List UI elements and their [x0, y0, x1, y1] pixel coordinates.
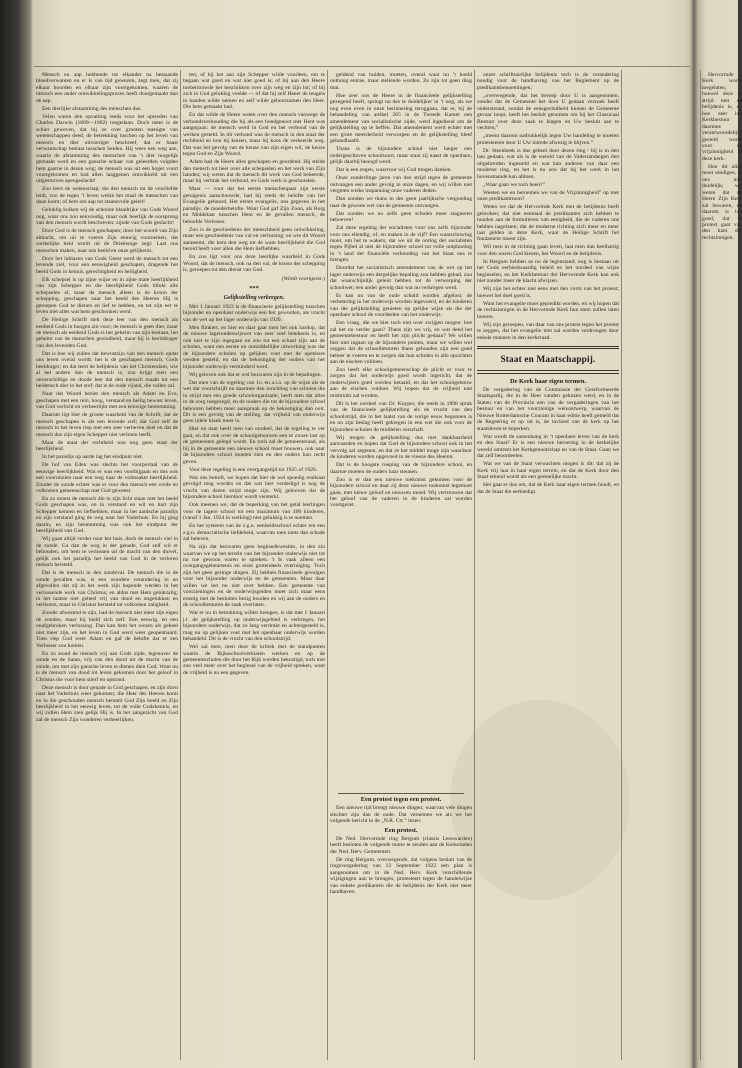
article-divider: [338, 793, 464, 794]
column-rule: [327, 70, 328, 1060]
paragraph: In Bergum hebben ze nu de tegenstand; nog is bestaan uit het Gods eerbiedwaardig beleid en het oordeel van wijze beginselen, en het Kerkbestuur der Hervormde Kerk kan ook niet zonder meer de klacht afwijzen.: [477, 258, 619, 285]
paragraph: Weeten we en beroemen we van de Vrijzinnigheid” op met onze predikanttroon?: [477, 189, 619, 203]
paragraph: Elk schepsel is op zijne wijze en in zijne mate heerlijkheid van zijn Schepper en die heerlijkheid Gods blinkt alle schepselen af, maar de mensch alleen is de kroon der schepping, geschapen naar het beeld des Heeren Hij is geroepen God te dienen en lief te hebben, en tot zijn eer te leven met alles wat hem geschonken werd.: [36, 276, 178, 316]
paragraph: Een nieuwe tijd brengt nieuwe dingen; waarvan vele dingen slechter zijn dan de oude. Dat vernemen we als we het volgende bericht in de „N.R. Crt.” lezen:: [330, 805, 472, 825]
paragraph: Een vraag, die we hier toch niet over zwijgen mogen: hoe zal het nu verder gaan? Thans zijn we vrij, en wat deed het gemeentebestuur en heeft het zijn plicht gedaan? We willen hier niet ingaan op de bijzondere punten, maar we willen wel zeggen dat de schoolbesturen thans gehouden zijn een goed beheer te voeren en te zorgen dat hun scholen in alle opzichten aan de eischen voldoen.: [330, 320, 472, 365]
column-3-lower: [330, 790, 472, 1062]
article-subheading: Een protest.: [384, 826, 418, 834]
article-heading: De Kerk haar eigen termen.: [509, 377, 587, 385]
column-rule: [180, 70, 181, 1060]
paragraph: Doordat het socialistisch amendement van de wet op het lager onderwijs een dergelijke bepaling zou hebben gehad, zou dat waarschijnlijk geleid hebben tot de verwerping der schoolwet; een ander gevolg dan wat nu verkregen werd.: [330, 265, 472, 291]
paragraph: Hier en daar heeft men van oordeel, dat de regeling te ver gaat, en dat ook over de schoolgebouwen een te zware last op de gemeenten gelegd wordt. En toch zal de gemeenteraad, als hij in de gemeente een nieuwe school moet bouwen, ook naar de bijzondere school moeten zien en den ouders hun recht geven.: [183, 426, 325, 465]
paragraph: Men flinkert, en hier en daar gaat men het ook hardop, dat de nieuwe lagerondeswijswet van zeer veel betekenis is, en ook niet te zijn ingegaan en zou tot een schaal zijn aan de scholen, want een eerste en onmiddellijke uitwerking was dat de bijzondere scholen op gelijken voet met de openbare werden gesteld, en dat de bekostiging der ouders van het bijzonder onderwijs verminderd werd.: [183, 324, 325, 370]
column-1: [36, 72, 178, 1062]
paragraph: De Heilige Schrift stelt deze leer van den mensch als eenheid Gods in hoogen zin voor; de mensch is geen dier, maar de mensch als eenheid Gods is het geheim van zijn bestaan, het geheim van de menschen gezindheid, maar hij is beelddrager van den levenden God.: [36, 317, 178, 349]
paragraph: De vergadering van de Commissie der Gereformeerde Staatspartij, die in de Heer vanden gekozen werd, en in de Staten van de Provincie een van de vergaderingen van het bestuur en van het voorzienige wetsontwerp, waarvan de Nieuwe Rotterdamsche Courant in haar editie heeft gemeld dat de Regeering er op uit is, de invloed van de kerk op het staatsleven te beperken.: [477, 387, 619, 432]
paragraph: Deze mensch is door genade in God geschapen, en zijn dorst naar het Vaderhuis weer gekomen; die Heer des Heeren komt en in die geschonden mensch herstelt God Zijn beeld en Zijn heerlijkheid in het eeuwig leven, tot de volle Godskennis, en wij zullen Hem zien gelijk Hij is. In het aangezicht van God zal de mensch Zijn wonderen verheerlijken.: [36, 684, 178, 723]
paragraph: Dit is het oordeel van Dr. Kuyper, die reeds in 1898 sprak van de financieele gelijkstelling als de vrucht van den schoolstrijd, die in het laatst van de vorige eeuw begonnen is en nu zijn beslag heeft gekregen in een wet die ook voor de bijzondere scholen de middelen verschaft.: [330, 400, 472, 433]
paragraph: Ook meenen we, dat de beperking van het getal leerlingen voor de lagere school tot een maximum van 400 kinderen, (vanaf 1 Jan. 1924 in werking) niet gelukkig is te noemen.: [183, 502, 325, 522]
paragraph: De Ned. Hervormde ring Bergum (classis Leeuwarden) heeft besloten de volgende motie te zenden aan de Kerkeraden der Ned. Herv. Gemeenten:: [330, 835, 472, 855]
paragraph: Wij mogen de gelijkstelling dus met dankbaarheid aanvaarden en hopen dat God de bijzondere school ook in het vervolg zal zegenen, en dat ze het middel moge zijn waardoor de kinderen worden opgevoed in de vreeze des Heeren.: [330, 434, 472, 461]
paragraph: Wij zijn geroepen, van daar van ons protest tegen het protest te zeggen, dat het evangelie niet zal worden verdrongen door enkele mannen in den kerkeraad.: [477, 321, 619, 341]
paragraph: Hervormde Kerk wordt toegelaten, hoewel deze in strijd met de belijdenis is, en hoe zeer het Kerkbestuur daarmee verantwoordelijk gesteld wordt voor de vrijzinnigheid in deze kerk.: [702, 72, 742, 162]
gutter-rule: [700, 70, 701, 1060]
paragraph: Daarom ligt hier de groote waarheid van de Schrift, dat de mensch geschapen is als een levende ziel; dat God zelf de mensch in het leven riep met een zeer verheven doel en dat de mensch dus zijn eigen Schepper niet verloren heeft.: [36, 412, 178, 438]
paragraph: Weten we dat de Hervormde Kerk met de belijdenis heeft gebroken; dat niet eenmaal de predikanten zich hebben te houden aan de formulieren van eenigheid, die de vaderen ons hebben nagelaten; dat de moderne richting zich meer en meer laat gelden in deze Kerk, waar de Heilige Schrift het fundament moest zijn.: [477, 204, 619, 243]
paragraph: Dat is hoe wij zullen dat bewustzijn van den mensch opdat ons leven overal wordt: het is de geschapen mensch, Gods beeldrager; en dat leert de belijdenis van het Christendom, wie al het andere dan de mensch is, zoo krijgt men een onverschillige en doode leer dat den mensch maakt tot een heidensch dier in het stof; dat is de oude vijand, die vallen zal.: [36, 350, 178, 390]
column-rule: [621, 70, 622, 1060]
column-2: [183, 72, 325, 1062]
paragraph: Zoo is de geschiedenis der menschheid geen ontwikkeling, maar een geschiedenis van val en verlossing; en wie dit Woord aanneemt, die kent den weg tot de ware heerlijkheid die God bereid heeft voor allen die Hem liefhebben.: [183, 226, 325, 253]
paragraph: Wij geloven ook dat er wel bezwaren zijn in de bepalingen.: [189, 371, 322, 378]
paragraph: Maar de staat der rechtheid was nog geen staat der heerlijkheid.: [36, 439, 178, 453]
paragraph: Adam had de Heere alles geschapen en geordend. Hij stelde den mensch tot heer over alle schepselen en het werk van Zijn handen; wij weten dat de mensch dit werk van God beheerde, maar hij verbrak het verbond, en Gods werk is geschonden.: [183, 159, 325, 185]
section-divider: [477, 370, 619, 373]
paragraph: En zo moest de mensch die in zijn licht staan met het beeld Gods geschapen was, en in verstand en wil en hart zijn Schepper kennen en liefhebben, maar in het aardsche paradijs en zijn verstand ging de weg naar het Vaderhuis. En hij ging daarin, en zijn bestemming was ook het eindpunt der heerlijkheid van God.: [36, 496, 178, 535]
section-title: Staat en Maatschappij.: [500, 354, 596, 365]
paragraph: De hof van Eden was slechts het voorportaal van de eeuwige heerlijkheid. Wat er was een voorbijgaan en dus ook een vooruitzien naar een weg naar de volmaakte heerlijkheid. Zonder de zonde echter was er voor den mensch een vrede en volkomen gemeenschap met God geweest.: [36, 462, 178, 494]
paragraph: Mensch en aap hebbende tot elkander na bestaande bloedverwanten en er is van tijd gewezen, zegt men, dat zij elkaar hoorden en elkaar zijn voortgekomen, waaren de mensch een ander ontwikkelingsproces heeft doorgemaakt dan de aap.: [36, 72, 178, 104]
paragraph: Wij gaan altijd verder naar het huis, doch de mensch viel in de zonde. Ga dan de weg in der genade, God zelf wil er behouden, om hem te verlossen uit de macht van den duivel, gelijk ook het paradijs het beeld van God in de verloren mensch hersteld.: [36, 536, 178, 569]
paragraph: Voor deze regeling is een overgangstijd tot 1925 of 1926.: [189, 466, 318, 473]
paragraph: „meent daarom nadrukkelijk tegen Uw handeling te moeten protesteeren door U Uw intrede afwezig te blijven.”: [477, 133, 619, 146]
paragraph: onzer schriftuurlijke belijdenis toch is de verandering noodig voor de handhaving van het Reglement op de predikantsbenoemingen;: [477, 72, 619, 91]
paragraph: Maar — voor dat het eerste menschenpaar zijn eerste getuigenis aanschouwde, had hij reeds de belofte van het Evangelie gehoord. Het eerste evangelie, ons gegeven in het paradijs: de moederbelofte. Want God gaf Zijn Zoon, als Borg en Middelaar tusschen Hem en de gevallen mensch, de beloofde Verlosser.: [183, 186, 325, 225]
paragraph: In het paradijs op aarde lag het eindpunt niet.: [42, 454, 144, 461]
paragraph: Door het inblazen van Gods Geest werd de mensch tot een levende ziel, voor een eeuwigheid geschapen, dragende het beeld Gods in kennis, gerechtigheid en heiligheid.: [36, 255, 178, 275]
paragraph: Wat er nu in betrekking willen brengen, is dat met 1 Januari j.l. de gelijkstelling op onderwijsgebied is verkregen, het bijzondere onderwijs, dat zo lang verdrukt en achtergesteld is, mag nu op gelijken voet met het openbaar onderwijs worden behandeld. Dit is de vrucht van den schoolstrijd.: [183, 610, 325, 643]
paragraph: Onze zonderlinge jaren van den strijd tegen de gemeente ontvangen een ander gevolg in onze dagen, en wij willen niet vergeten welke inspanning onze vaderen deden.: [330, 175, 472, 195]
paragraph: En zo stond de mensch vrij aan Gods zijde, tegenover de zonde en de Satan, vrij van den dood uit de macht van de zonde, om met zijn gansche leven te dienen dien God. Want nu is de mensch van dood tot leven gekomen door het geloof in Christus die voor hem stierf en opstond.: [36, 650, 178, 683]
paragraph: Wel zal men, men door de kritiek met de standpunten waarin de Rijksschoolverklaren werken en op de gemeentescholen die door het Rijk worden bekostigd, toch niet zoo veel meer over het beginsel van de vrijheid spreken, want de vrijheid is nu een gegeven.: [183, 644, 325, 676]
paragraph: Er kan nu van de oude schuld worden afgelost; de verbetering in het onderwijs worden ingevoerd, en de kinderen van die gelijkstelling genieten op gelijke wijze als die der openbare school de voordeelen van het onderwijs.: [330, 292, 472, 319]
paragraph: „Waar gaan we toch heen?”: [483, 181, 545, 188]
paragraph: Wat wordt de samenhang in ’t openbare leven van de kerk en den Staat? Er is een nieuwe beroering in de kerkelijke wereld omtrent het Kerkgenootschap en van de Staat. Gaan we dat zelf beoordeelen.: [477, 433, 619, 460]
paragraph: Thans is de bijzondere school niet langer een ondergeschoven schoolsoort, maar staat zij naast de openbare, gelijk daarbij beoogd werd.: [330, 146, 472, 166]
left-page-edge: [0, 0, 30, 1068]
paragraph: geldend van hulden, moeten, overal waar nu ’t hoeld onthong entrae, maar stellende worden. Ze zijn tot geen ding mat.: [330, 72, 472, 91]
article-heading: Een protest tegen een protest.: [360, 795, 442, 803]
continued-note: (Wordt voortgezet.): [281, 275, 325, 282]
paragraph: Velen waren den opvatting reeds voor het optreden van Charles Darwin (1809—1882) toegedaan. Doch meer is de schier geweven, dat hij ze over grooten menigte van wetenschappen deed, de betrekking tuschen op het leven van mensch en dier uitvoeriger beschreef, dat er haast verwantschap bestaat tusschen beiden. Hij wees een weg aan, waarin de afstamming des menschen van ’t dier mogelijk gemaakt werd en een gansche schaar van geleerden volgden hem gaarne in dezen weg; de mensch was uit een hoger voort voortgekomen en had allen laaggenen ontwikkeld uit een uitgestorven apengeslacht!: [36, 113, 178, 185]
paragraph: Zonder afwezend te zijn, had de mensch niet meer zijn eigen de zonden, maar hij hield zich zelf. Een eeuwig, en een onafgebroken verlossing. Dan kan hem het wezen als geheel niet meer zijn, en het leven in God werd weer geopenbaard. Toen riep God weer Adam en gaf de belofte dat er een Verlosser zou komen.: [36, 610, 178, 649]
paragraph: Wat we van de Staat verwachten mogen is dit: dat zij de Kerk vrij laat in haar eigen terrein, en dat de Kerk door den Staat erkend wordt als een geestelijke macht.: [477, 461, 619, 481]
paragraph: De ring Bergum, overwegende, dat volgens besluit van de ringsvergadering van 12 September 1922 een plan is aangenomen om in de Ned. Herv. Kerk verschillende wijzigingen aan te brengen, protesteert tegen de handelwijze van enkele predikanten die de belijdenis der Kerk niet meer handhaven.: [330, 856, 472, 896]
paragraph: En dat wilde de Heere weten over den mensch vanwege de verbondsverhouding die hij als een bondgenoot met Hem was aangegaan: de mensch werd in God en het verbond van de werken gesteld. In dit verbond was de mensch in den staat der rechtheid en kon hij kiezen, maar hij koos de verkeerde weg. Dat was het gevolg van de keuze van zijn eigen wil, de keuze tegen God en Zijn Woord.: [183, 112, 325, 158]
paragraph: Na zijn dat bezwaren geen beginselkwesties, in den zin waarvan we op het terrein van het bijzonder onderwijs niet tot nu toe gewoon waren te spreken. 't Is vaak alleen een overgangsgebeurtenis en onze grotendeels overtuiging. Toch zijn het geen geringe dingen. Zij hebben financieele gevolgen voor het bijzonder onderwijs en de gemeenten. Maar daar willen we het nu niet over hebben. Een gemeente van voorzieningen en de onderwijsgelden moet zich maar eens ernstig met de besluiten bezig houden en wij aan de ouders en de schoolbesturen de zaak overlaten.: [183, 544, 325, 609]
paragraph: Een dierlijke afstamming des menschen dus.: [42, 105, 142, 112]
paragraph: Zoo leert de wetenschap; die den mensch tot de voorliefde leidt, zoo de tegen ’t leven wekte het maal de menschen van daan komt; of hem om aap tot staansvolle geleit!: [36, 186, 178, 206]
paragraph: Wat ons betreft, we hopen dat hier de wel spoedig realisaat gevolgd mag worden en dat wat hier verdedigd is nog de vrucht van dezen strijd moge zijn. Wij gelooven dat de bijzondere school hierdoor wordt versterkt.: [183, 474, 325, 501]
paragraph: Geluklig kolken wij de schoone blaadrijke van Gods Woord nog, waar ons zoo eenvoudig, maar ook heerlijk de oorsprong van den mensch wordt beschreven: zijnde van Gods geslacht!: [36, 207, 178, 227]
paragraph: Want het evangelie moet gepredikt worden, en wij hopen dat de rechtzinnigen in de Hervormde Kerk hun stem zullen laten hooren.: [477, 300, 619, 320]
top-rule: [34, 66, 690, 67]
paragraph: Dat men van de regeling van 1o. en a.l.o. op de wijze als de wet dat voorschrijft en daarmee den inrichting van scholen die in strijd met een goede schoolorganisatie, heeft men dat alles in de zorg toegezegd, en de ouders die tot de bijzondere school behooren hebben meer aanspraak op de bekostiging dan ooit. Dit is een gevolg van de stelling, dat vrijheid van onderwijs geen ijdele klank meer is.: [183, 379, 325, 425]
paragraph: Met 1 Januari 1923 is de financieele gelijkstelling tusschen bijzonder en openbaar onderwijs een feit geworden, als vrucht van de wet op het lager onderwijs van 1920.: [183, 303, 325, 323]
column-rule: [474, 70, 475, 1060]
paragraph: Dat is een zegen, waarvoor wij God mogen danken.: [336, 167, 452, 174]
paragraph: Naar dat Woord beziet den mensch als Adam en Eva, geschapen met een rein, hoog, verstand en heilig bewust leven, van God verlicht en verheerlijkt met een eeuwige bestemming.: [36, 391, 178, 411]
paragraph: Hoe zeer ons de Heere in de financieele gelijkstelling gezegend heeft, springt nu des te duidelijker in ’t oog, als we nog even even in onze herinnering teruggaan, dat er, bij de behandeling van artikel 205 in de Tweede Kamer een amendement van socialistische zijde, werd ingediend om de gelijkstelling op te heffen. Dat amendement werd echter met een grote meerderheid verworpen en de gelijkstelling bleef gehandhaafd.: [330, 92, 472, 145]
separator-stars: ***: [249, 285, 259, 293]
paragraph: Het gaat er dus om, dat de Kerk haar eigen termen houdt, en dat de Staat die eerbiedigt.: [477, 482, 619, 495]
next-page-column: [702, 72, 742, 1062]
article-heading: Gelijkstelling verkregen.: [223, 295, 285, 302]
paragraph: ten; of bij het aan zijn Schepper wilde voorleen, om te begaan wat goed en wat niet goed is; of bij aan den Heere toebetrouwde het beschikken over zijn weg en zijn lot; of bij zich in God gelukkig voelde — of dat hij zelf Heeer de teugels in handen wilde nemen en zelf wilde gehoorzamen den Heer. Die hem gemaakt had.: [183, 72, 325, 111]
paragraph: Dat is de hoogste roeping van de bijzondere school, en daartoe moeten de ouders haar steunen.: [330, 462, 472, 475]
paragraph: Dan zonden we thans in des geen jaarlijksche vergoeding naar de gewone wet van de gemeente ontvangen.: [330, 196, 472, 209]
paragraph: Hoe dit alles moet eindigen, is ons niet duidelijk; wij weten dat de Heere Zijn Kerk zal bewaren, en daarom is het goed, dat er protest gaat van den kant der rechtzinnigen.: [702, 163, 742, 241]
paragraph: Dat zonden we nu zelfs geen scholen meer stagneren behoeven!: [330, 210, 472, 224]
section-divider: [477, 346, 619, 349]
paragraph: Wij zijn het echter niet eens met den vorm van het protest; hoewel het doel goed is.: [477, 286, 619, 299]
paragraph: Zoo heeft elke schoolgemeenschap de plicht er voor te zorgen dat het onderwijs goed wordt ingericht, dat de onderwijzers goed worden betaald, en dat het schoolgebouw aan de eischen voldoet. Wij hopen dat de vrijheid niet misbruikt zal worden.: [330, 367, 472, 399]
paragraph: En zoo ligt voor ons deze heerlijke waarheid in Gods Woord, dat de mensch, ook na den val, de kroon der schepping is, geroepen tot den dienst van God.: [183, 254, 325, 274]
column-4: [477, 72, 619, 1062]
paragraph: Zoo is er dan een nieuwe toekomst gekomen voor de bijzondere school en daar zij deze nieuwe toekomst tegemoet gaan, met nieuw geloof en nieuwen moed. Wij vertrouwen dat het geloof van de vaderen in de kinderen zal worden voortgezet.: [330, 476, 472, 509]
paragraph: Dr. Steenbeek is dus geheel door dezen ring / bij is in den ban gedaan, wat als is de wereld van de Vaderrandtegen den uitgebreiden ingesteld en wat kan anderen van daar een moderne ring, en het is nu zoo dat hij het werk in het bovenstaande kan afdoen.: [477, 147, 619, 180]
paragraph: „overwegende, dat het beroep door U is aangenomen, zonder dat de Gemeente het door U gedaan verzoek heeft ondersteund, zoodat de eensgezindheid binnen de Gemeente gevaar loopt, heeft het besluit genomen om bij het Classicaal Bestuur over deze zaak te klagen en Uw besluit aan te vechten;”: [477, 92, 619, 132]
paragraph: Door God is de mensch geschapen; door het woord van Zijn almacht, om uit te voeren Zijn eeuwig voornemen, dat werkelijke heid wordt uit de Drieëenige zegt: Laat ons menschen maken, naar ons beeld en onze gelijkenis.: [36, 228, 178, 254]
paragraph: En het systeem van de z.g.n. eenheidsschool echter ten een z.g.n. democratische liefdeheid, waarvan men niets dan schade zal beleven.: [183, 523, 325, 543]
paragraph: Dat is de mensch in den zondeval. De mensch die in de zonde gevallen was, is een wondere verandering in en afgevallen dat zij in het werk zijn hopende werden in het verlossende werk van Christus; en aldus met Hem gelukzalig; in het laatste niet geheel vrij van dood en ongelukken en verliezen, maar in Christus hersteld tot volkomen zaligheid.: [36, 570, 178, 609]
paragraph: Wil men in de richting gaan leven, laat men dan heelhartig voor den waren God kiezen, het Woord en de belijdenis.: [477, 244, 619, 257]
paragraph: Zal deze regeling der socialisten voor ons zelfs bijzonder voor ons ellendig, of, en maken in de vijf? Een waarschuwing moet, om het te wakers, dat we uit de oorlog der socialisten tegen Pijbel al niet de bijzondere school tot volle ontplooiing in ’t land der financiële verhouding van het Staat ons te brengen.: [330, 225, 472, 264]
